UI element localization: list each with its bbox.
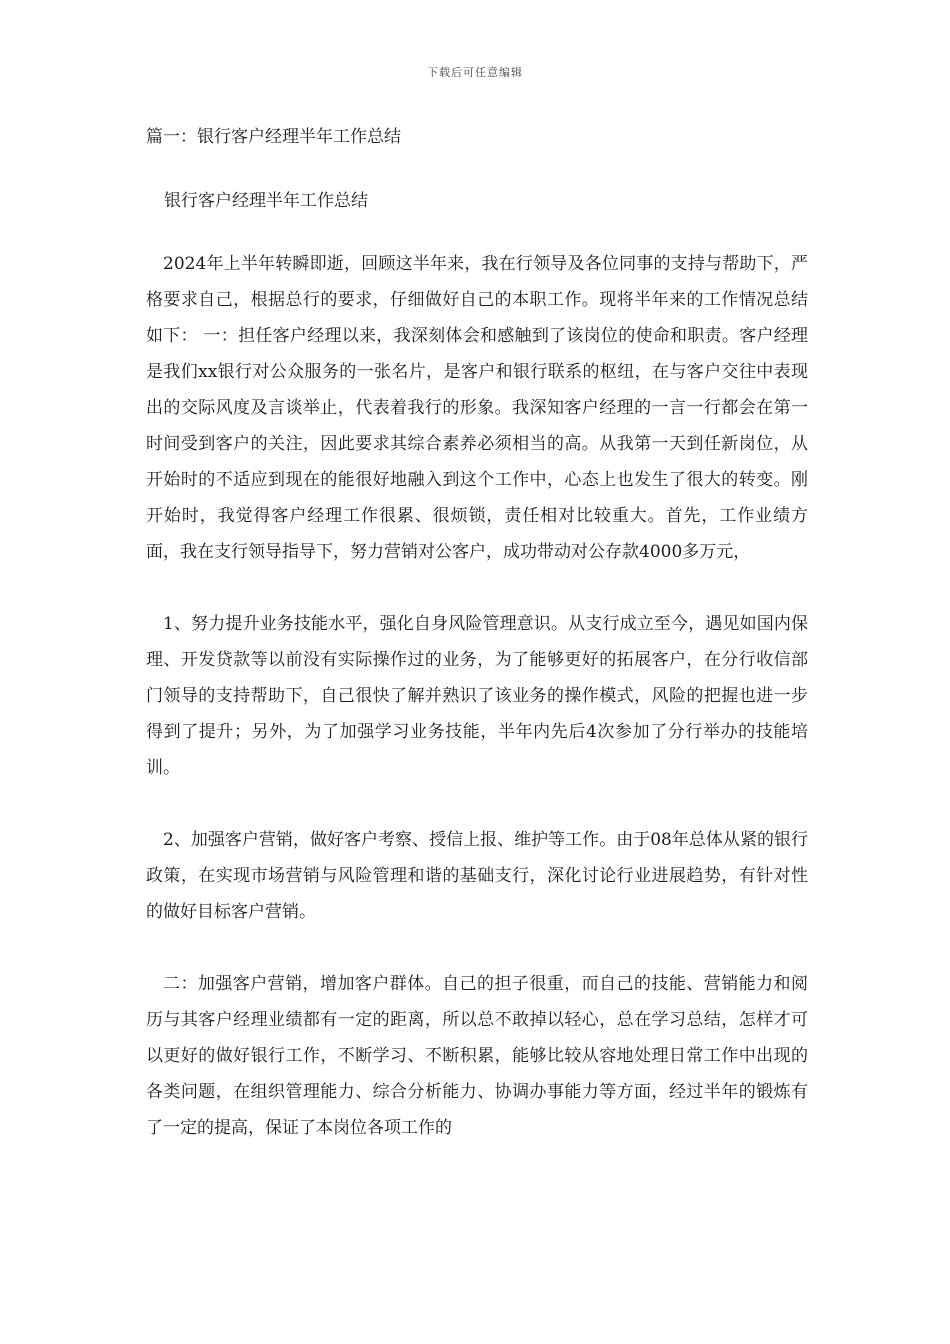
page-header: 下载后可任意编辑 — [427, 66, 523, 79]
document-body — [146, 120, 808, 1146]
paragraph-intro: 2024年上半年转瞬即逝，回顾这半年来，我在行领导及各位同事的支持与帮助下，严格要求自己，根据总行的要求，仔细做好自己的本职工作。现将半年来的工作情况总结如下： 一：担任客户经理以来，我深刻体会和感触到了该岗位的使命和职责。客户经理是我们xx银行对公众服务的一张名片，是客户和银行联系的枢纽，在与客户交往中表现出的交际风度及言谈举止，代表着我行的形象。我深知客户经理的一言一行都会在第一时间受到客户的关注，因此要求其综合素养必须相当的高。从我第一天到任新岗位，从开始时的不适应到现在的能很好地融入到这个工作中，心态上也发生了很大的转变。刚开始时，我觉得客户经理工作很累、很烦锁，责任相对比较重大。首先，工作业绩方面，我在支行领导指导下，努力营销对公客户，成功带动对公存款4000多万元， — [146, 254, 808, 562]
paragraph-item-1: 1、努力提升业务技能水平，强化自身风险管理意识。从支行成立至今，遇见如国内保理、开发贷款等以前没有实际操作过的业务，为了能够更好的拓展客户，在分行收信部门领导的支持帮助下，自己很快了解并熟识了该业务的操作模式，风险的把握也进一步得到了提升；另外，为了加强学习业务技能，半年内先后4次参加了分行举办的技能培训。 — [146, 614, 808, 778]
paragraph-section-2: 二：加强客户营销，增加客户群体。自己的担子很重，而自己的技能、营销能力和阅历与其客户经理业绩都有一定的距离，所以总不敢掉以轻心，总在学习总结，怎样才可以更好的做好银行工作，不断学习、不断积累，能够比较从容地处理日常工作中出现的各类问题，在组织管理能力、综合分析能力、协调办事能力等方面，经过半年的锻炼有了一定的提高，保证了本岗位各项工作的 — [146, 974, 808, 1138]
document-title: 篇一：银行客户经理半年工作总结 — [146, 127, 401, 147]
paragraph-item-2: 2、加强客户营销，做好客户考察、授信上报、维护等工作。由于08年总体从紧的银行政策，在实现市场营销与风险管理和谐的基础支行，深化讨论行业进展趋势，有针对性的做好目标客户营销。 — [146, 830, 808, 922]
document-subtitle: 银行客户经理半年工作总结 — [164, 191, 368, 211]
